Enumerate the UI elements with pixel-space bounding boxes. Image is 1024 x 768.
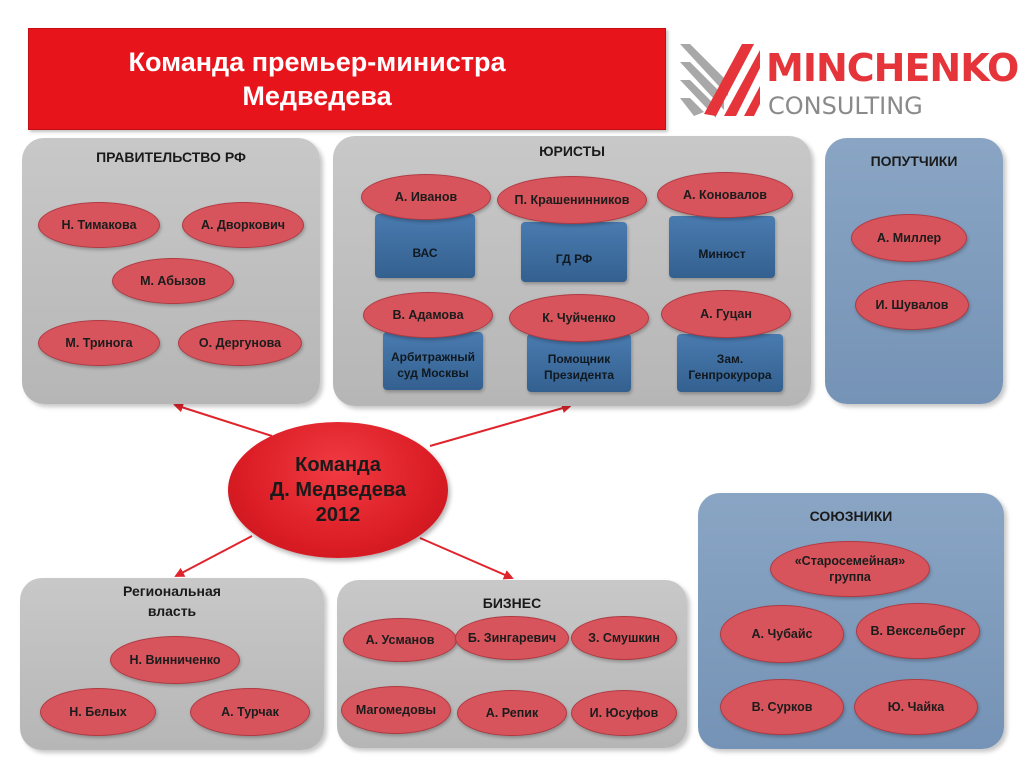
business-member: А. Репик xyxy=(457,690,567,736)
allies-panel xyxy=(698,493,1004,749)
center-line-1: Команда xyxy=(295,453,381,476)
arrow-to-business xyxy=(420,538,512,578)
business-title: БИЗНЕС xyxy=(482,595,542,611)
lawyer-org-line1: Арбитражный xyxy=(390,350,476,364)
allies-group xyxy=(770,541,930,597)
title-line-1: Команда премьер-министра xyxy=(128,47,506,77)
title-line-2: Медведева xyxy=(242,81,392,111)
center-line-3: 2012 xyxy=(315,503,361,526)
ally-member: А. Чубайс xyxy=(720,605,844,663)
government-member: О. Дергунова xyxy=(178,320,302,366)
allies-group-line2: группа xyxy=(829,570,871,584)
government-member: Н. Тимакова xyxy=(38,202,160,248)
lawyer-org: ГД РФ xyxy=(521,222,627,282)
fellow-traveler-member: И. Шувалов xyxy=(855,280,969,330)
lawyer-org-line2: Генпрокурора xyxy=(688,368,772,382)
government-title: ПРАВИТЕЛЬСТВО РФ xyxy=(96,149,246,165)
fellow-travelers-title: ПОПУТЧИКИ xyxy=(870,153,958,169)
business-panel xyxy=(337,580,687,748)
lawyer-org-line1: Зам. xyxy=(716,352,744,366)
government-panel xyxy=(22,138,320,404)
lawyers-title: ЮРИСТЫ xyxy=(539,143,605,159)
lawyer-org-line2: Президента xyxy=(543,368,615,382)
ally-member: В. Вексельберг xyxy=(856,603,980,659)
lawyer-org-line2: суд Москвы xyxy=(397,366,469,380)
arrow-to-regional xyxy=(176,536,252,576)
center-team-node xyxy=(228,422,448,558)
lawyer-org: ВАС xyxy=(375,214,475,278)
allies-group-line1: «Старосемейная» xyxy=(794,554,906,568)
allies-title: СОЮЗНИКИ xyxy=(809,508,893,524)
business-member: Магомедовы xyxy=(341,686,451,734)
business-member: И. Юсуфов xyxy=(571,690,677,736)
arrow-to-lawyers xyxy=(430,406,570,446)
government-member: М. Тринога xyxy=(38,320,160,366)
ally-member: В. Сурков xyxy=(720,679,844,735)
business-member: Б. Зингаревич xyxy=(455,616,569,660)
business-member: А. Усманов xyxy=(343,618,457,662)
lawyer-org xyxy=(383,332,483,390)
lawyers-panel xyxy=(333,136,811,406)
logo-secondary-text: CONSULTING xyxy=(768,92,923,120)
fellow-traveler-member: А. Миллер xyxy=(851,214,967,262)
center-line-2: Д. Медведева xyxy=(270,478,406,501)
lawyer-org xyxy=(677,334,783,392)
ally-member: Ю. Чайка xyxy=(854,679,978,735)
arrow-to-government xyxy=(175,405,272,436)
lawyer-org: Минюст xyxy=(669,216,775,278)
government-member: М. Абызов xyxy=(112,258,234,304)
regional-member: Н. Винниченко xyxy=(110,636,240,684)
logo-primary-text: MINCHENKO xyxy=(766,46,1019,90)
regional-member: А. Турчак xyxy=(190,688,310,736)
lawyer-member: К. Чуйченко xyxy=(509,294,649,342)
government-member: А. Дворкович xyxy=(182,202,304,248)
lawyer-org-line1: Помощник xyxy=(547,352,611,366)
regional-panel xyxy=(20,578,324,750)
business-member: З. Смушкин xyxy=(571,616,677,660)
regional-title-line-1: Региональная xyxy=(123,583,221,599)
lawyer-member: А. Гуцан xyxy=(661,290,791,338)
lawyer-org xyxy=(527,334,631,392)
fellow-travelers-panel xyxy=(825,138,1003,404)
lawyer-member: А. Коновалов xyxy=(657,172,793,218)
lawyer-member: В. Адамова xyxy=(363,292,493,338)
lawyer-member: А. Иванов xyxy=(361,174,491,220)
regional-title-line-2: власть xyxy=(147,603,197,619)
regional-member: Н. Белых xyxy=(40,688,156,736)
lawyer-member: П. Крашенинников xyxy=(497,176,647,224)
